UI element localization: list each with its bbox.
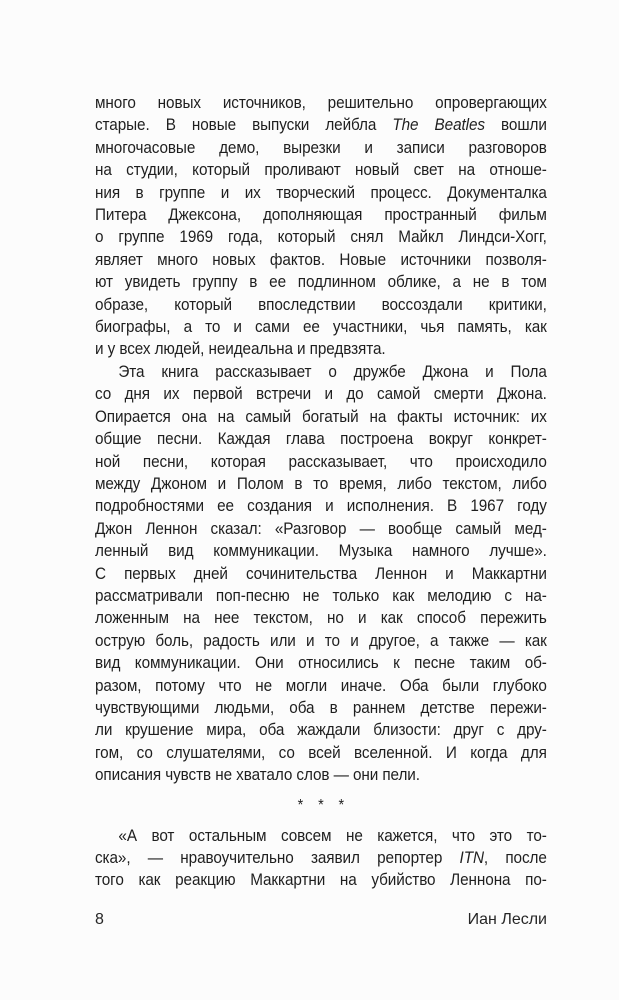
text-line: и у всех людей, неидеальна и предвзята. — [95, 339, 386, 359]
text-line: на студии, который проливают новый свет на отноше- — [95, 160, 547, 180]
text-line: ют увидеть группу в ее подлинном облике, а не в том — [95, 272, 547, 292]
paragraph — [95, 92, 547, 361]
text-line: вид коммуникации. Они относились к песне таким об- — [95, 653, 547, 673]
text-line: описания чувств не хватало слов — они пели. — [95, 765, 420, 785]
text-line: ска», — нравоучительно заявил репортер ITN, после — [95, 848, 547, 867]
text-line: ной песни, которая рассказывает, что происходило — [95, 451, 547, 471]
text-line: Питера Джексона, дополняющая пространный фильм — [95, 205, 547, 225]
text-line: старые. В новые выпуски лейбла The Beatles вошли — [95, 115, 547, 135]
text-line: Опирается она на самый богатый на факты источник: их — [95, 406, 547, 426]
author-name: Иан Лесли — [467, 911, 547, 928]
text-column — [95, 92, 547, 892]
text-line: С первых дней сочинительства Леннон и Маккартни — [95, 563, 547, 583]
text-line: «А вот остальным совсем не кажется, что это то- — [118, 825, 547, 845]
text-line: со дня их первой встречи и до самой смерти Джона. — [95, 384, 547, 404]
text-line: биографы, а то и сами ее участники, чья память, как — [95, 317, 547, 337]
paragraph — [95, 361, 547, 787]
paragraph — [95, 825, 547, 892]
text-line: ли крушение мира, оба жаждали близости: друг с дру- — [95, 720, 547, 740]
text-line: рассматривали поп-песню не только как мелодию с на- — [95, 585, 547, 605]
text-line: ложенным на нее текстом, но и как способ пережить — [95, 608, 547, 628]
text-line: о группе 1969 года, который снял Майкл Линдси-Хогг, — [95, 227, 547, 247]
text-line: Эта книга рассказывает о дружбе Джона и Пола — [118, 361, 547, 381]
text-line: многочасовые демо, вырезки и записи разговоров — [95, 137, 547, 157]
text-line: ленный вид коммуникации. Музыка намного лучше». — [95, 541, 547, 561]
text-line: много новых источников, решительно опровергающих — [95, 93, 547, 112]
italic-text: ITN — [459, 848, 484, 867]
italic-text: The Beatles — [392, 115, 485, 135]
text-line: чувствующими людьми, оба в раннем детстве пережи- — [95, 697, 547, 717]
text-line: острую боль, радость или и то и другое, а также — как — [95, 630, 547, 650]
text-line: общие песни. Каждая глава построена вокруг конкрет- — [95, 429, 547, 449]
text-line: того как реакцию Маккартни на убийство Леннона по- — [95, 870, 547, 890]
text-line: образе, который впоследствии воссоздали критики, — [95, 294, 547, 314]
section-separator: * * * — [297, 796, 350, 814]
text-line: являет много новых фактов. Новые источники позволя- — [95, 249, 547, 269]
text-line: Джон Леннон сказал: «Разговор — вообще самый мед- — [95, 518, 547, 538]
text-line: ния в группе и их творческий процесс. Документалка — [95, 182, 547, 202]
text-line: между Джоном и Полом в то время, либо текстом, либо — [95, 473, 547, 493]
text-line: гом, со слушателями, со всей вселенной. И когда для — [95, 742, 547, 762]
text-line: подробностями ее создания и исполнения. В 1967 году — [95, 496, 547, 516]
text-line: разом, потому что не могли иначе. Оба были глубоко — [95, 675, 547, 695]
page-number: 8 — [95, 911, 104, 928]
page-footer — [95, 910, 547, 930]
